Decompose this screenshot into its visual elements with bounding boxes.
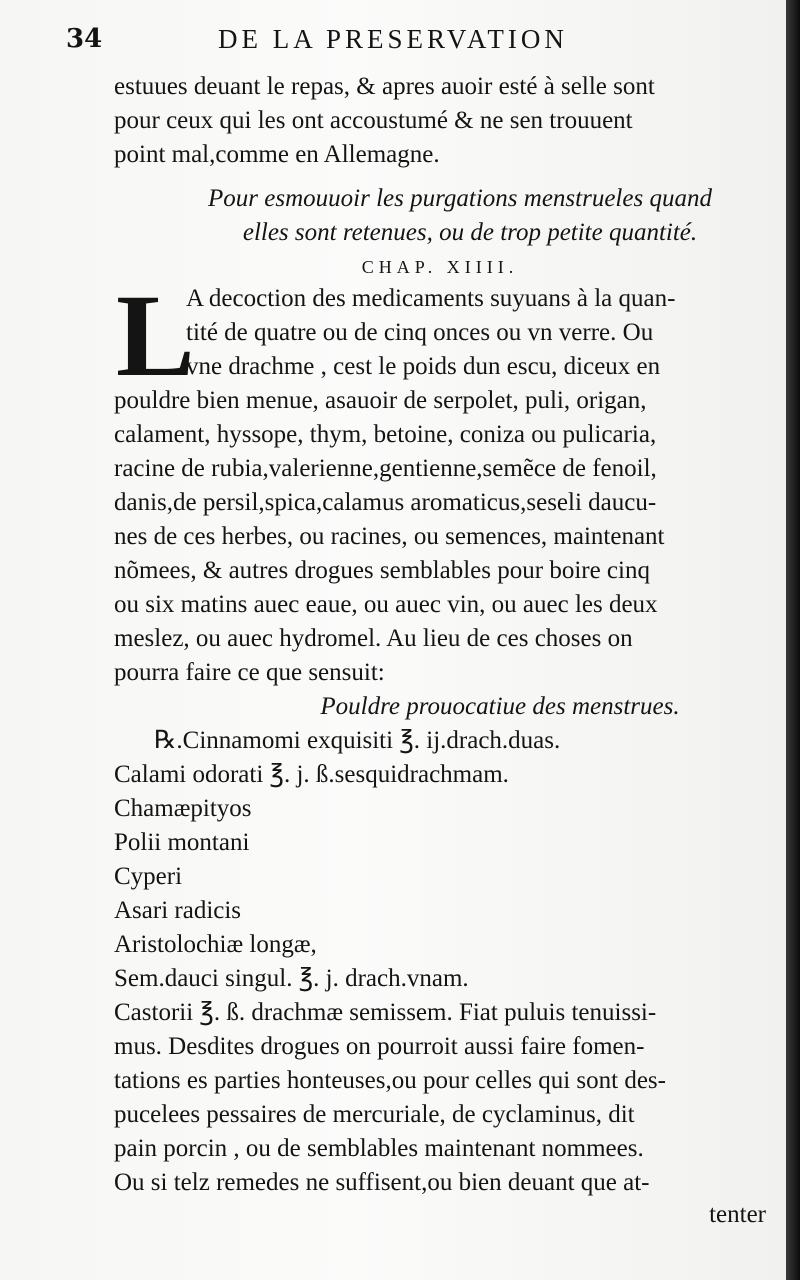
recipe-line: Polii montani	[114, 829, 250, 856]
running-title: DE LA PRESERVATION	[218, 24, 568, 54]
recipe-line: Calami odorati ℥. j. ß.sesquidrachmam.	[114, 761, 509, 788]
recipe-line: Castorii ℥. ß. drachmæ semissem. Fiat puluis tenuissi-	[114, 999, 657, 1026]
recipe-line: pucelees pessaires de mercuriale, de cyclaminus, dit	[114, 1101, 635, 1128]
text-line: tité de quatre ou de cinq onces ou vn verre. Ou	[186, 319, 654, 346]
page-number: 34	[66, 24, 103, 54]
text-line: pouldre bien menue, asauoir de serpolet, puli, origan,	[114, 387, 647, 414]
book-gutter-shadow	[786, 0, 800, 1280]
drop-capital: L	[116, 270, 195, 401]
text-line: meslez, ou auec hydromel. Au lieu de ces choses on	[114, 625, 633, 652]
recipe-line: mus. Desdites drogues on pourroit aussi faire fomen-	[114, 1033, 645, 1060]
recipe-line: tations es parties honteuses,ou pour celles qui sont des-	[114, 1067, 666, 1094]
recipe-line: Aristolochiæ longæ,	[114, 931, 317, 958]
recipe-line: Cyperi	[114, 863, 183, 890]
recipe-line: Sem.dauci singul. ℥. j. drach.vnam.	[114, 965, 469, 992]
recipe-line: ℞.Cinnamomi exquisiti ℥. ij.drach.duas.	[154, 727, 561, 754]
text-line: danis,de persil,spica,calamus aromaticus,seseli daucu-	[114, 489, 657, 516]
text-line: nes de ces herbes, ou racines, ou semences, maintenant	[114, 523, 665, 550]
recipe-line: pain porcin , ou de semblables maintenant nommees.	[114, 1135, 644, 1162]
recipe-line: Asari radicis	[114, 897, 242, 924]
text-line: pour ceux qui les ont accoustumé & ne sen trouuent	[114, 107, 633, 134]
text-line: racine de rubia,valerienne,gentienne,semẽce de fenoil,	[114, 455, 657, 482]
recipe-line: Chamæpityos	[114, 795, 252, 822]
catchword: tenter	[709, 1201, 766, 1228]
section-heading-line: elles sont retenues, ou de trop petite quantité.	[242, 219, 698, 246]
recipe-block	[114, 724, 766, 1200]
recipe-heading: Pouldre prouocatiue des menstrues.	[320, 693, 680, 720]
text-line: vne drachme , cest le poids dun escu, diceux en	[186, 353, 661, 380]
text-line: calament, hyssope, thym, betoine, coniza ou pulicaria,	[114, 421, 657, 448]
chapter-label: CHAP. XIIII.	[361, 257, 519, 277]
text-line: ou six matins auec eaue, ou auec vin, ou auec les deux	[114, 591, 658, 618]
text-line: point mal,comme en Allemagne.	[114, 141, 440, 168]
page-body	[114, 70, 766, 1230]
text-line: pourra faire ce que sensuit:	[114, 659, 385, 686]
text-line: estuues deuant le repas, & apres auoir esté à selle sont	[114, 73, 655, 100]
text-line: nõmees, & autres drogues semblables pour boire cinq	[114, 557, 650, 584]
recipe-line: Ou si telz remedes ne suffisent,ou bien deuant que at-	[114, 1169, 650, 1196]
page-header	[66, 18, 764, 62]
text-line: A decoction des medicaments suyuans à la quan-	[186, 285, 676, 312]
section-heading-line: Pour esmouuoir les purgations menstrueles quand	[208, 185, 712, 212]
main-paragraph	[114, 270, 766, 690]
